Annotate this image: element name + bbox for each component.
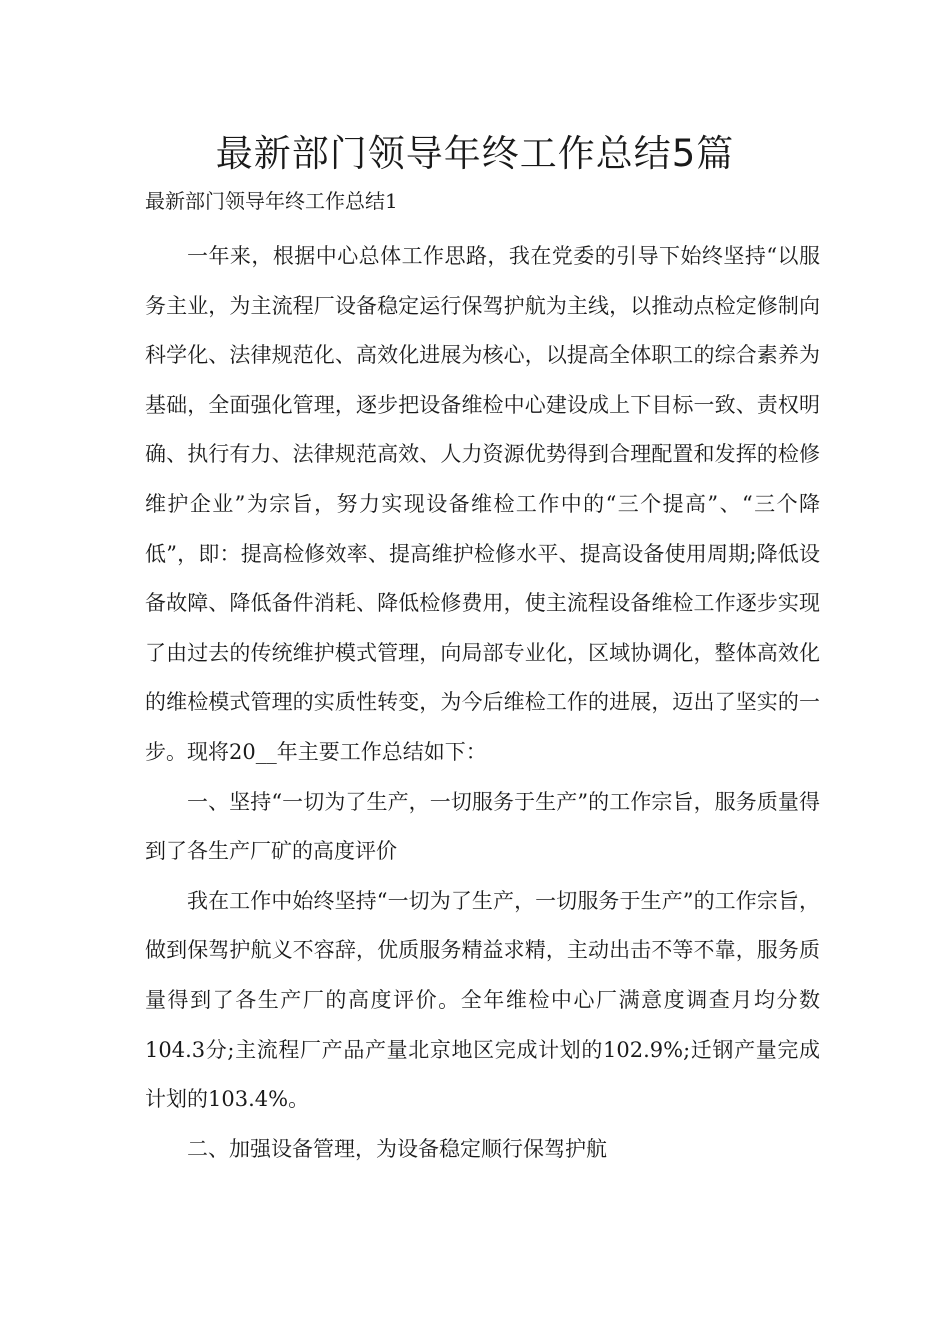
document-title: 最新部门领导年终工作总结5篇 bbox=[215, 132, 735, 175]
paragraph-intro: 一年来，根据中心总体工作思路，我在党委的引导下始终坚持“以服务主业，为主流程厂设备稳定运行保驾护航为主线，以推动点检定修制向科学化、法律规范化、高效化进展为核心，以提高全体职工的综合素养为基础，全面强化管理，逐步把设备维检中心建设成上下目标一致、责权明确、执行有力、法律规范高效、人力资源优势得到合理配置和发挥的检修维护企业”为宗旨，努力实现设备维检工作中的“三个提高”、“三个降低”，即：提高检修效率、提高维护检修水平、提高设备使用周期;降低设备故障、降低备件消耗、降低检修费用，使主流程设备维检工作逐步实现了由过去的传统维护模式管理，向局部专业化，区域协调化，整体高效化的维检模式管理的实质性转变，为今后维检工作的进展，迈出了坚实的一步。现将20__年主要工作总结如下： bbox=[145, 244, 820, 764]
document-subtitle: 最新部门领导年终工作总结1 bbox=[145, 189, 398, 213]
paragraph-section-1: 我在工作中始终坚持“一切为了生产，一切服务于生产”的工作宗旨，做到保驾护航义不容辞，优质服务精益求精，主动出击不等不靠，服务质量得到了各生产厂的高度评价。全年维检中心厂满意度调查月均分数104.3分;主流程厂产品产量北京地区完成计划的102.9%;迁钢产量完成计划的103.4%。 bbox=[145, 888, 820, 1112]
document-body bbox=[145, 232, 820, 1174]
section-heading-2: 二、加强设备管理，为设备稳定顺行保驾护航 bbox=[187, 1136, 607, 1161]
section-heading-1: 一、坚持“一切为了生产，一切服务于生产”的工作宗旨，服务质量得到了各生产厂矿的高度评价 bbox=[145, 789, 820, 864]
